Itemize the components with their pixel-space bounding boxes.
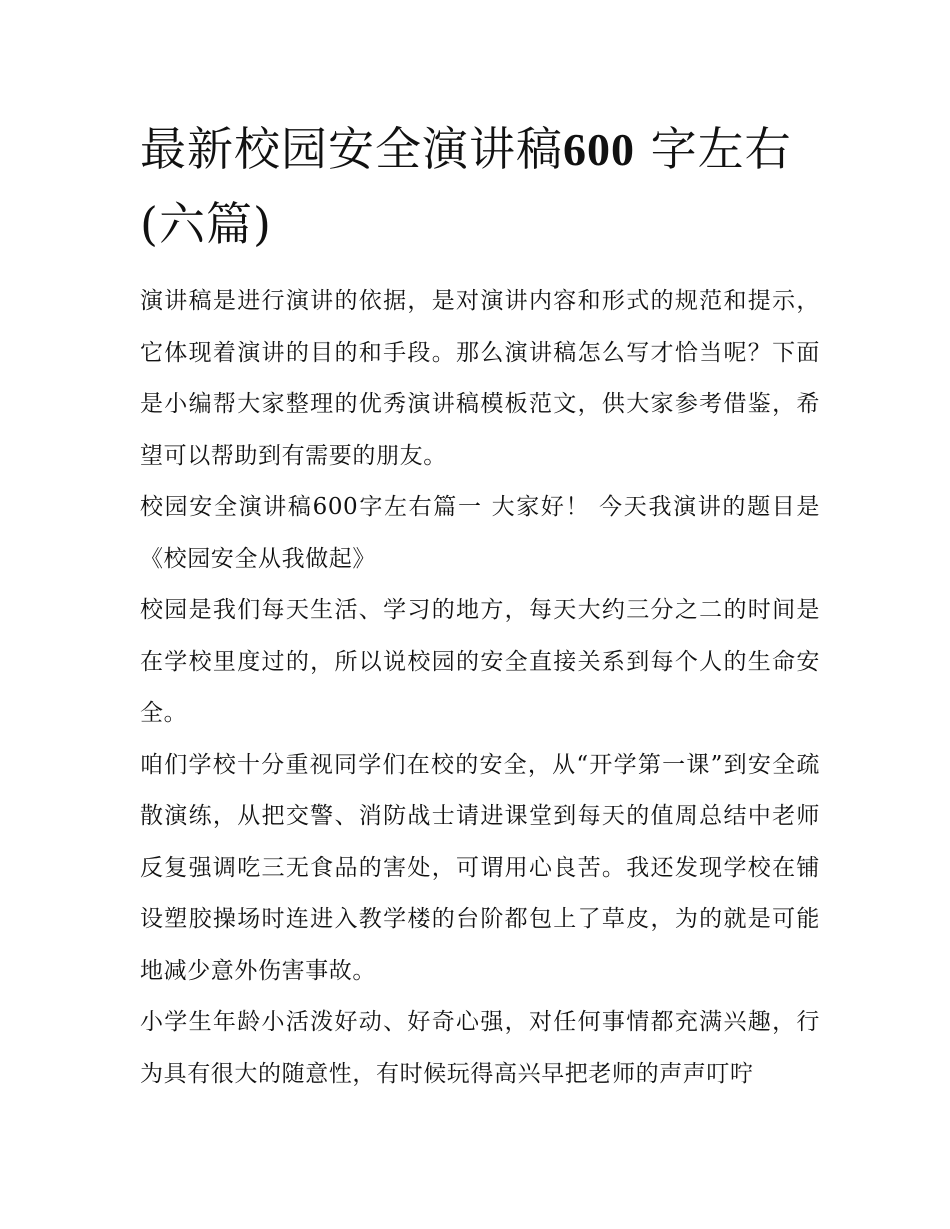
document-body (140, 276, 820, 1100)
paragraph-intro: 演讲稿是进行演讲的依据，是对演讲内容和形式的规范和提示，它体现着演讲的目的和手段。那么演讲稿怎么写才恰当呢？下面是小编帮大家整理的优秀演讲稿模板范文，供大家参考借鉴，希望可以帮助到有需要的朋友。 (140, 288, 820, 469)
title-suffix: 字左右(六篇) (140, 122, 792, 251)
document-title (140, 112, 820, 261)
paragraph-students: 小学生年龄小活泼好动、好奇心强，对任何事情都充满兴趣，行为具有很大的随意性，有时候玩得高兴早把老师的声声叮咛 (140, 1009, 820, 1087)
paragraph-campus: 校园是我们每天生活、学习的地方，每天大约三分之二的时间是在学校里度过的，所以说校园的安全直接关系到每个人的生命安全。 (140, 597, 820, 726)
paragraph-school-safety: 咱们学校十分重视同学们在校的安全，从“开学第一课”到安全疏散演练，从把交警、消防战士请进课堂到每天的值周总结中老师反复强调吃三无食品的害处，可谓用心良苦。我还发现学校在铺设塑胶操场时连进入教学楼的台阶都包上了草皮，为的就是可能地减少意外伤害事故。 (140, 751, 820, 984)
paragraph-speech-heading: 校园安全演讲稿600字左右篇一 大家好！ 今天我演讲的题目是《校园安全从我做起》 (140, 494, 820, 572)
title-prefix: 最新校园安全演讲稿 (140, 122, 563, 176)
title-number: 600 (563, 124, 635, 175)
